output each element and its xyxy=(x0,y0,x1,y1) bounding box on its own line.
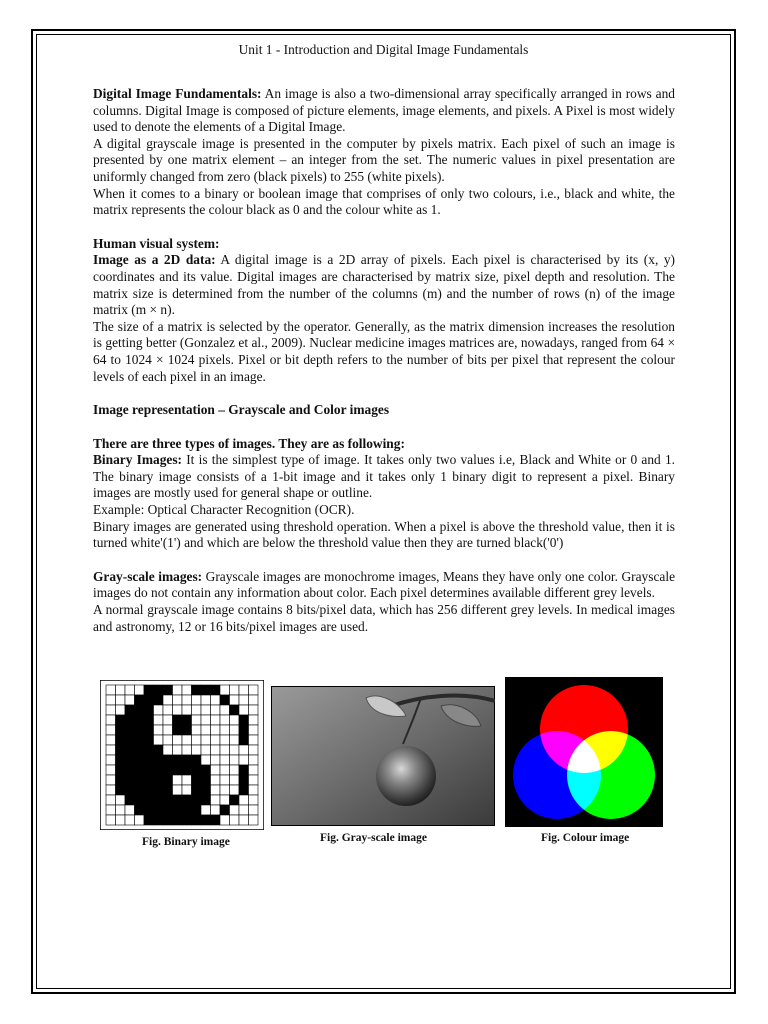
matrix-size-paragraph: The size of a matrix is selected by the operator. Generally, as the matrix dimension increases the resolution is getting better (Gonzalez et al., 2009). Nuclear medicine images matrices are, nowadays, ranged from 64 × 64 to 1024 × 1024 pixels. Pixel or bit depth refers to the number of bits per pixel that represent the colour levels of each pixel in an image. xyxy=(93,318,675,384)
binary-pixel xyxy=(173,785,183,795)
binary-pixel xyxy=(182,795,192,805)
binary-pixel xyxy=(144,755,154,765)
binary-pixel xyxy=(144,775,154,785)
page-header: Unit 1 - Introduction and Digital Image Fundamentals xyxy=(238,42,529,57)
binary-pixel xyxy=(211,705,221,715)
binary-pixel xyxy=(220,765,230,775)
binary-image-figure xyxy=(100,680,264,830)
binary-pixel xyxy=(201,695,211,705)
binary-pixel xyxy=(249,765,259,775)
binary-pixel xyxy=(201,805,211,815)
binary-pixel xyxy=(230,805,240,815)
binary-pixel xyxy=(220,735,230,745)
binary-pixel xyxy=(192,695,202,705)
binary-pixel xyxy=(220,815,230,825)
binary-pixel xyxy=(211,715,221,725)
binary-pixel xyxy=(106,755,116,765)
types-heading xyxy=(93,436,675,453)
binary-pixel xyxy=(106,815,116,825)
binary-pixel xyxy=(135,695,145,705)
binary-pixel xyxy=(116,685,126,695)
binary-pixel xyxy=(249,705,259,715)
binary-pixel xyxy=(173,765,183,775)
binary-pixel xyxy=(249,695,259,705)
binary-pixel xyxy=(163,755,173,765)
colour-image-figure xyxy=(505,677,663,827)
binary-pixel xyxy=(182,685,192,695)
grayscale-matrix-paragraph: A digital grayscale image is presented in the computer by pixels matrix. Each pixel of such an image is presented by one matrix element – an integer from the set. The numeric values in pixel presentation are uniformly changed from zero (black pixels) to 255 (white pixels). xyxy=(93,135,675,184)
binary-pixel xyxy=(220,785,230,795)
binary-pixel xyxy=(249,725,259,735)
binary-pixel xyxy=(182,725,192,735)
binary-pixel xyxy=(249,755,259,765)
binary-pixel xyxy=(182,755,192,765)
binary-pixel xyxy=(211,695,221,705)
binary-pixel xyxy=(116,805,126,815)
fundamentals-text: An image is also a two-dimensional array specifically arranged in rows and columns. Digital Image is composed of picture elements, image elements, and pixels. A Pixel is most widely used to denote the elements of a Digital Image. xyxy=(93,86,675,135)
binary-pixel xyxy=(116,775,126,785)
binary-pixel xyxy=(125,685,135,695)
binary-pixel xyxy=(230,725,240,735)
binary-pixel xyxy=(249,775,259,785)
binary-pixel xyxy=(182,775,192,785)
binary-pixel xyxy=(173,685,183,695)
binary-pixel xyxy=(239,785,249,795)
binary-pixel xyxy=(144,805,154,815)
binary-pixel xyxy=(116,815,126,825)
colour-image-caption: Fig. Colour image xyxy=(541,832,630,844)
binary-pixel xyxy=(211,765,221,775)
binary-pixel xyxy=(154,805,164,815)
binary-pixel xyxy=(154,695,164,705)
binary-pixel-grid xyxy=(106,685,258,825)
binary-pixel xyxy=(135,735,145,745)
binary-pixel xyxy=(116,765,126,775)
binary-pixel xyxy=(230,775,240,785)
binary-pixel xyxy=(201,755,211,765)
binary-pixel xyxy=(201,725,211,735)
binary-pixel xyxy=(106,765,116,775)
binary-pixel xyxy=(154,705,164,715)
representation-heading xyxy=(93,402,675,419)
binary-pixel xyxy=(230,715,240,725)
binary-pixel xyxy=(154,815,164,825)
binary-pixel xyxy=(211,815,221,825)
binary-pixel xyxy=(125,795,135,805)
binary-pixel xyxy=(144,745,154,755)
binary-pixel xyxy=(154,755,164,765)
binary-pixel xyxy=(154,725,164,735)
binary-pixel xyxy=(211,755,221,765)
binary-pixel xyxy=(239,705,249,715)
binary-pixel xyxy=(192,795,202,805)
binary-pixel xyxy=(201,745,211,755)
binary-pixel xyxy=(144,705,154,715)
binary-pixel xyxy=(135,745,145,755)
binary-pixel xyxy=(163,725,173,735)
binary-pixel xyxy=(201,815,211,825)
image-2d-heading: Image as a 2D data: xyxy=(93,252,216,268)
binary-pixel xyxy=(173,795,183,805)
binary-pixel xyxy=(125,695,135,705)
binary-pixel xyxy=(192,765,202,775)
binary-pixel xyxy=(192,735,202,745)
binary-pixel xyxy=(106,685,116,695)
binary-pixel xyxy=(220,695,230,705)
binary-pixel xyxy=(182,785,192,795)
binary-images-paragraph xyxy=(93,452,675,502)
binary-pixel xyxy=(144,715,154,725)
binary-pixel xyxy=(163,795,173,805)
binary-pixel xyxy=(220,715,230,725)
binary-pixel xyxy=(163,715,173,725)
binary-pixel xyxy=(220,745,230,755)
binary-pixel xyxy=(135,795,145,805)
apple xyxy=(376,746,436,806)
binary-pixel xyxy=(201,765,211,775)
binary-pixel xyxy=(154,795,164,805)
binary-pixel xyxy=(125,705,135,715)
binary-pixel xyxy=(239,685,249,695)
hvs-heading xyxy=(93,236,675,253)
binary-pixel xyxy=(163,705,173,715)
binary-pixel xyxy=(239,765,249,775)
binary-pixel xyxy=(230,815,240,825)
document-body xyxy=(93,86,675,635)
binary-pixel xyxy=(220,805,230,815)
binary-pixel xyxy=(125,805,135,815)
grayscale-image-figure xyxy=(271,686,495,826)
binary-pixel xyxy=(106,785,116,795)
binary-pixel xyxy=(144,785,154,795)
binary-pixel xyxy=(201,685,211,695)
binary-pixel xyxy=(125,715,135,725)
binary-pixel xyxy=(125,785,135,795)
binary-pixel xyxy=(220,775,230,785)
grayscale-bits-paragraph: A normal grayscale image contains 8 bits/pixel data, which has 256 different grey levels. In medical images and astronomy, 12 or 16 bits/pixel images are used. xyxy=(93,602,675,634)
binary-pixel xyxy=(249,685,259,695)
binary-pixel xyxy=(211,795,221,805)
binary-pixel xyxy=(106,715,116,725)
binary-pixel xyxy=(154,685,164,695)
binary-pixel xyxy=(106,775,116,785)
binary-pixel xyxy=(163,785,173,795)
grayscale-paragraph xyxy=(93,569,675,602)
binary-pixel xyxy=(116,745,126,755)
binary-pixel xyxy=(201,735,211,745)
binary-pixel xyxy=(106,735,116,745)
threshold-paragraph: Binary images are generated using threshold operation. When a pixel is above the threshold value, then it is turned white'(1') and which are below the threshold value then they are turned black('0') xyxy=(93,518,675,551)
binary-image-caption: Fig. Binary image xyxy=(142,836,230,848)
binary-pixel xyxy=(125,775,135,785)
binary-pixel xyxy=(230,745,240,755)
binary-pixel xyxy=(182,695,192,705)
binary-pixel xyxy=(116,735,126,745)
binary-pixel xyxy=(154,715,164,725)
binary-pixel xyxy=(211,725,221,735)
binary-pixel xyxy=(201,715,211,725)
binary-pixel xyxy=(135,785,145,795)
binary-pixel xyxy=(182,765,192,775)
binary-pixel xyxy=(192,775,202,785)
binary-pixel xyxy=(182,715,192,725)
binary-pixel xyxy=(106,695,116,705)
binary-pixel xyxy=(249,785,259,795)
binary-pixel xyxy=(116,795,126,805)
binary-pixel xyxy=(106,795,116,805)
binary-pixel xyxy=(192,705,202,715)
binary-pixel xyxy=(163,815,173,825)
green-circle xyxy=(567,731,655,819)
binary-images-heading: Binary Images: xyxy=(93,452,183,468)
binary-pixel xyxy=(182,815,192,825)
binary-pixel xyxy=(182,805,192,815)
binary-pixel xyxy=(125,725,135,735)
binary-pixel xyxy=(125,815,135,825)
binary-pixel xyxy=(249,805,259,815)
binary-pixel xyxy=(230,765,240,775)
binary-pixel xyxy=(211,775,221,785)
binary-pixel xyxy=(173,695,183,705)
binary-pixel xyxy=(201,785,211,795)
binary-pixel xyxy=(230,785,240,795)
binary-pixel xyxy=(249,815,259,825)
hvs-heading-text: Human visual system: xyxy=(93,235,220,251)
binary-pixel xyxy=(173,805,183,815)
binary-pixel xyxy=(192,815,202,825)
binary-pixel xyxy=(173,815,183,825)
binary-pixel xyxy=(211,785,221,795)
binary-pixel xyxy=(116,705,126,715)
binary-pixel xyxy=(163,765,173,775)
binary-pixel xyxy=(230,705,240,715)
binary-pixel xyxy=(106,725,116,735)
binary-pixel xyxy=(182,735,192,745)
binary-pixel xyxy=(192,755,202,765)
binary-pixel xyxy=(154,785,164,795)
binary-pixel xyxy=(173,715,183,725)
binary-pixel xyxy=(116,695,126,705)
binary-pixel xyxy=(230,795,240,805)
types-heading-text: There are three types of images. They are as following: xyxy=(93,435,405,451)
binary-pixel xyxy=(135,755,145,765)
binary-pixel xyxy=(201,705,211,715)
binary-pixel xyxy=(106,705,116,715)
binary-pixel xyxy=(154,735,164,745)
binary-pixel xyxy=(116,755,126,765)
binary-pixel xyxy=(135,715,145,725)
binary-pixel xyxy=(154,775,164,785)
binary-pixel xyxy=(239,815,249,825)
binary-pixel xyxy=(239,755,249,765)
binary-pixel xyxy=(249,715,259,725)
binary-pixel xyxy=(125,745,135,755)
binary-pixel xyxy=(106,745,116,755)
binary-pixel xyxy=(182,745,192,755)
binary-pixel xyxy=(192,785,202,795)
binary-pixel xyxy=(154,745,164,755)
binary-pixel xyxy=(192,685,202,695)
representation-heading-text: Image representation – Grayscale and Color images xyxy=(93,402,390,418)
binary-pixel xyxy=(173,705,183,715)
binary-pixel xyxy=(173,745,183,755)
image-2d-text: A digital image is a 2D array of pixels. Each pixel is characterised by its (x, y) coordinates and its value. Digital images are characterised by matrix size, pixel depth and resolution. The matrix size is determined from the number of the columns (m) and the number of rows (n) of the image matrix (m × n). xyxy=(93,252,675,318)
binary-pixel xyxy=(230,685,240,695)
binary-pixel xyxy=(135,815,145,825)
binary-pixel xyxy=(125,755,135,765)
binary-pixel xyxy=(135,805,145,815)
binary-pixel xyxy=(154,765,164,775)
binary-pixel xyxy=(125,735,135,745)
binary-pixel xyxy=(144,685,154,695)
binary-pixel xyxy=(239,775,249,785)
binary-pixel xyxy=(230,695,240,705)
binary-pixel xyxy=(239,745,249,755)
binary-pixel xyxy=(144,815,154,825)
binary-pixel xyxy=(192,745,202,755)
binary-pixel xyxy=(220,795,230,805)
binary-pixel xyxy=(220,755,230,765)
binary-pixel xyxy=(116,715,126,725)
binary-images-text: It is the simplest type of image. It takes only two values i.e, Black and White or 0 and 1. The binary image consists of a 1-bit image and it takes only 1 binary digit to represent a pixel. Binary images are mostly used for general shape or outline. xyxy=(93,452,675,501)
binary-pixel xyxy=(144,695,154,705)
binary-pixel xyxy=(192,805,202,815)
ocr-example: Example: Optical Character Recognition (OCR). xyxy=(93,502,355,518)
binary-pixel xyxy=(163,745,173,755)
fundamentals-heading: Digital Image Fundamentals: xyxy=(93,86,262,101)
binary-pixel xyxy=(163,695,173,705)
binary-pixel xyxy=(144,725,154,735)
binary-pixel xyxy=(182,705,192,715)
binary-pixel xyxy=(135,725,145,735)
binary-pixel xyxy=(135,685,145,695)
binary-pixel xyxy=(239,715,249,725)
grayscale-text: Grayscale images are monochrome images, Means they have only one color. Grayscale images do not contain any information about color. Each pixel determines available different grey levels. xyxy=(93,568,676,601)
binary-pixel xyxy=(239,725,249,735)
binary-pixel xyxy=(144,795,154,805)
image-2d-paragraph xyxy=(93,252,675,318)
binary-pixel xyxy=(211,745,221,755)
binary-pixel xyxy=(192,725,202,735)
binary-pixel xyxy=(116,725,126,735)
binary-pixel xyxy=(144,765,154,775)
binary-pixel xyxy=(192,715,202,725)
binary-pixel xyxy=(230,735,240,745)
binary-pixel xyxy=(211,685,221,695)
binary-pixel xyxy=(201,795,211,805)
binary-pixel xyxy=(135,775,145,785)
binary-pixel xyxy=(220,705,230,715)
binary-pixel xyxy=(173,735,183,745)
binary-pixel xyxy=(249,795,259,805)
binary-pixel xyxy=(201,775,211,785)
binary-pixel xyxy=(106,805,116,815)
binary-pixel xyxy=(135,705,145,715)
binary-pixel xyxy=(220,685,230,695)
binary-pixel xyxy=(211,805,221,815)
binary-pixel xyxy=(173,775,183,785)
binary-pixel xyxy=(220,725,230,735)
binary-pixel xyxy=(239,795,249,805)
binary-pixel xyxy=(239,695,249,705)
binary-pixel xyxy=(125,765,135,775)
binary-pixel xyxy=(173,725,183,735)
binary-matrix-paragraph: When it comes to a binary or boolean image that comprises of only two colours, i.e., black and white, the matrix represents the colour black as 0 and the colour white as 1. xyxy=(93,185,675,218)
grayscale-heading: Gray-scale images: xyxy=(93,568,203,584)
binary-pixel xyxy=(163,735,173,745)
binary-pixel xyxy=(135,765,145,775)
binary-pixel xyxy=(163,685,173,695)
binary-pixel xyxy=(173,755,183,765)
binary-pixel xyxy=(249,745,259,755)
binary-pixel xyxy=(116,785,126,795)
binary-pixel xyxy=(239,735,249,745)
binary-pixel xyxy=(163,775,173,785)
binary-pixel xyxy=(211,735,221,745)
grayscale-image-caption: Fig. Gray-scale image xyxy=(320,832,427,844)
binary-pixel xyxy=(249,735,259,745)
binary-pixel xyxy=(163,805,173,815)
binary-pixel xyxy=(144,735,154,745)
binary-pixel xyxy=(239,805,249,815)
fundamentals-paragraph xyxy=(93,86,675,136)
binary-pixel xyxy=(230,755,240,765)
